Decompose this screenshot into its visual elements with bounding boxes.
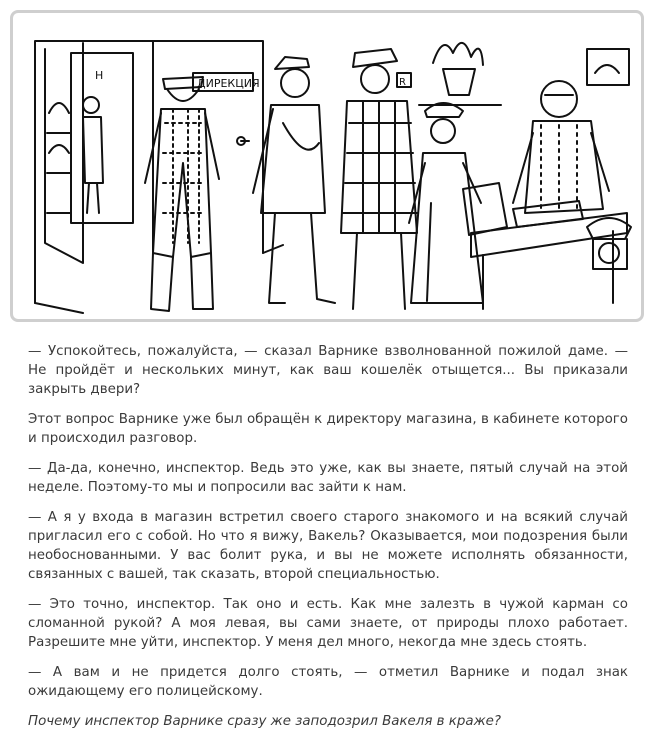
checked-suit-man-figure: [341, 49, 417, 309]
left-door: [45, 43, 83, 263]
story-paragraph: — Это точно, инспектор. Так оно и есть. Как мне залезть в чужой карман со сломанной рукой? А моя левая, вы сами знаете, от природы плохо работает. Разрешите мне уйти, инспектор. У меня дел много, некогда мне здесь стоять.: [28, 597, 628, 650]
direction-sign-text: ДИРЕКЦИЯ: [197, 77, 260, 90]
door-letter: Н: [95, 69, 104, 82]
story-paragraph: — Успокойтесь, пожалуйста, — сказал Варнике взволнованной пожилой даме. — Не пройдёт и нескольких минут, как ваш кошелёк отыщется... Вы приказали закрыть двери?: [28, 344, 628, 397]
story-paragraph: Этот вопрос Варнике уже был обращён к директору магазина, в кабинете которого и происходил разговор.: [28, 412, 628, 446]
director-figure: [513, 81, 609, 213]
telephone: [587, 218, 631, 269]
story-paragraph: — А я у входа в магазин встретил своего старого знакомого и на всякий случай пригласил его с собой. Но что я вижу, Вакель? Оказывается, мои подозрения были необоснованными. У вас болит рука, и вы не можете исполнять обязанности, связанных с вашей, так сказать, второй специальностью.: [28, 510, 628, 582]
cartoon-illustration: [13, 13, 641, 319]
potted-plant: [419, 43, 501, 105]
story-paragraph: — Да-да, конечно, инспектор. Ведь это уже, как вы знаете, пятый случай на этой неделе. Поэтому-то мы и попросили вас зайти к нам.: [28, 461, 628, 495]
story-paragraph: — А вам и не придется долго стоять, — отметил Варнике и подал знак ожидающему его полицейскому.: [28, 665, 628, 699]
desk: [471, 201, 627, 309]
illustration-frame: [10, 10, 644, 322]
badge-text: R: [399, 77, 406, 88]
story-question: Почему инспектор Варнике сразу же заподозрил Вакеля в краже?: [28, 714, 502, 729]
elderly-lady-figure: [409, 103, 507, 303]
man-with-sling-figure: [253, 57, 335, 303]
wall-picture: [587, 49, 629, 85]
story-text: [28, 342, 628, 742]
policeman-figure: [145, 77, 219, 311]
